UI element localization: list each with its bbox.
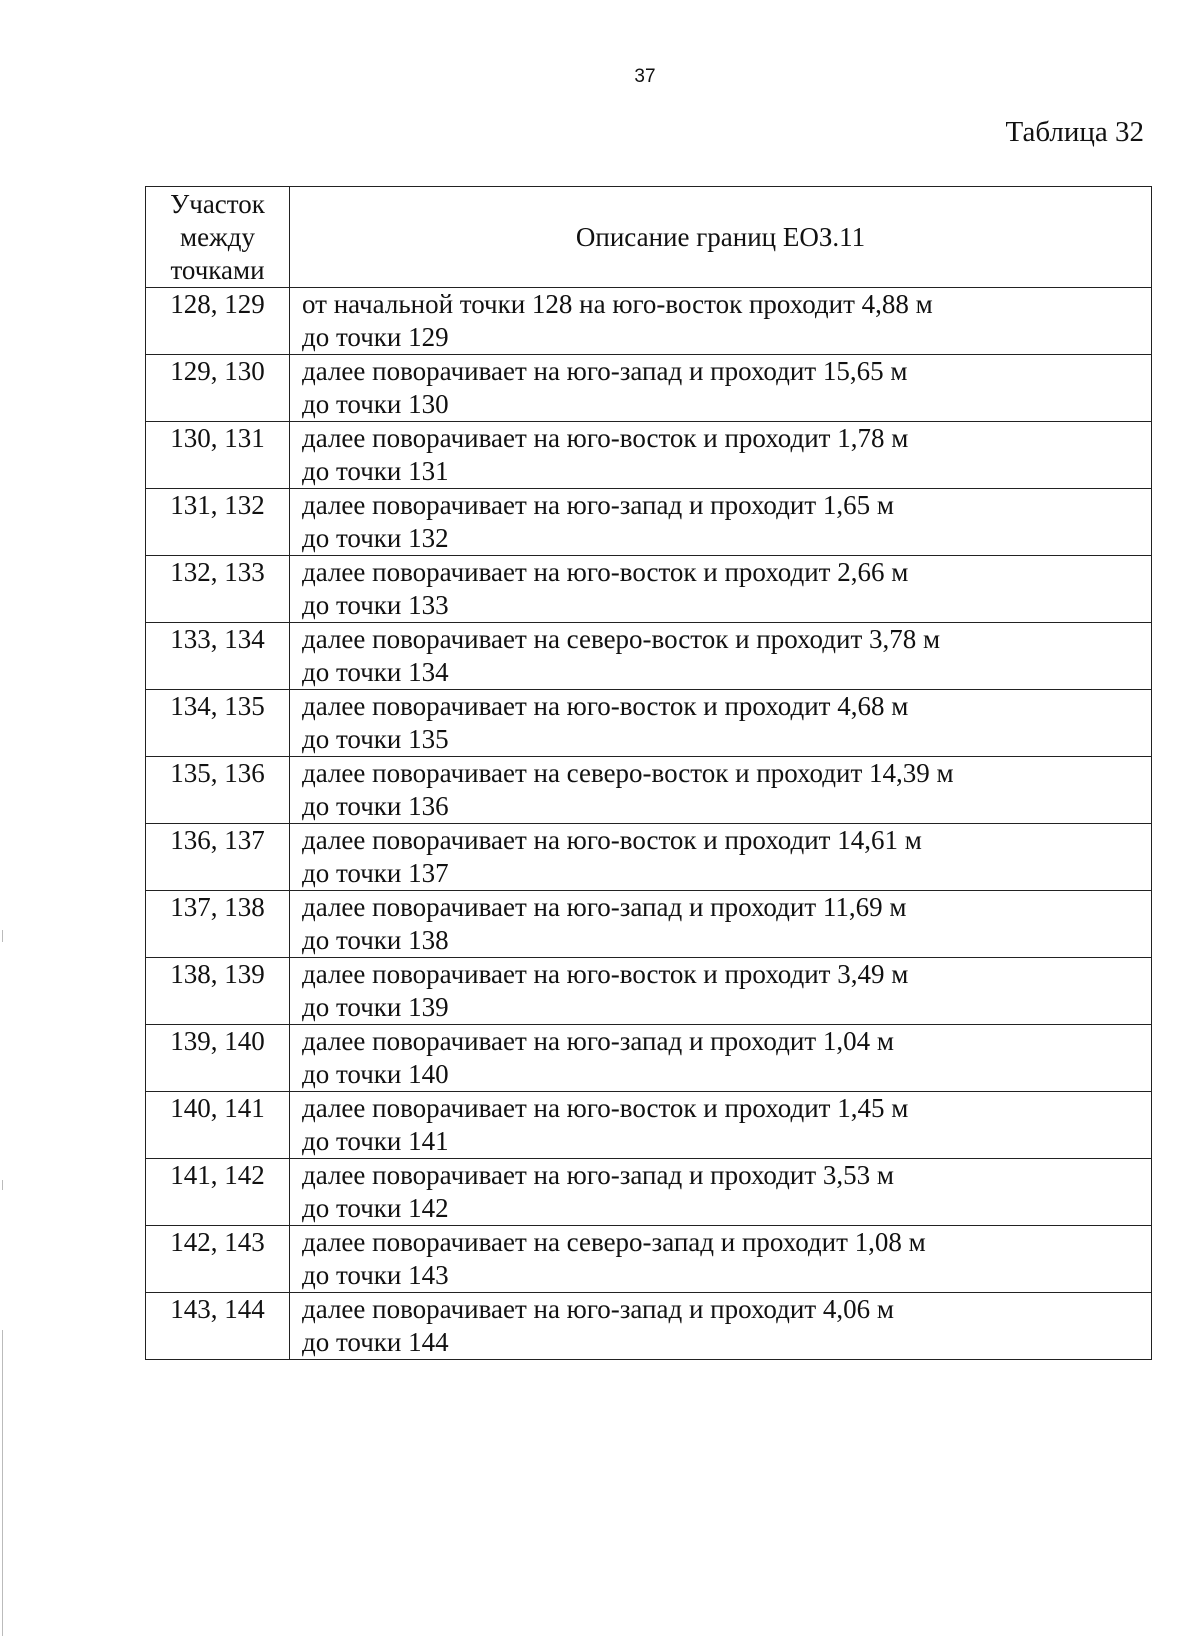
description-cell — [290, 757, 1152, 824]
description-cell — [290, 422, 1152, 489]
description-line: далее поворачивает на юго-восток и проходит 14,61 м — [302, 825, 922, 855]
description-cell — [290, 1226, 1152, 1293]
description-line: далее поворачивает на юго-запад и проходит 11,69 м — [302, 892, 907, 922]
segment-cell: 133, 134 — [146, 623, 290, 690]
description-line: до точки 141 — [302, 1126, 449, 1156]
segment-cell: 128, 129 — [146, 288, 290, 355]
segment-cell: 140, 141 — [146, 1092, 290, 1159]
boundary-description-table — [145, 186, 1152, 1360]
description-line: до точки 132 — [302, 523, 449, 553]
segment-cell: 139, 140 — [146, 1025, 290, 1092]
description-line: далее поворачивает на юго-запад и проходит 1,04 м — [302, 1026, 894, 1056]
description-line: до точки 142 — [302, 1193, 449, 1223]
segment-cell: 132, 133 — [146, 556, 290, 623]
table-row — [146, 958, 1152, 1025]
table-row — [146, 690, 1152, 757]
description-line: до точки 135 — [302, 724, 449, 754]
description-line: далее поворачивает на юго-запад и проходит 15,65 м — [302, 356, 908, 386]
description-line: до точки 133 — [302, 590, 449, 620]
table-row — [146, 1293, 1152, 1360]
header-description: Описание границ ЕОЗ.11 — [290, 187, 1152, 288]
table-row — [146, 1025, 1152, 1092]
segment-cell: 142, 143 — [146, 1226, 290, 1293]
description-cell — [290, 824, 1152, 891]
table-header-row — [146, 187, 1152, 288]
table-row — [146, 489, 1152, 556]
table-body — [146, 288, 1152, 1360]
segment-cell: 137, 138 — [146, 891, 290, 958]
table-row — [146, 556, 1152, 623]
description-line: далее поворачивает на юго-восток и проходит 2,66 м — [302, 557, 909, 587]
description-line: далее поворачивает на юго-восток и проходит 1,78 м — [302, 423, 909, 453]
description-line: до точки 130 — [302, 389, 449, 419]
table-row — [146, 891, 1152, 958]
table-row — [146, 422, 1152, 489]
page-number: 37 — [634, 66, 656, 87]
description-line: от начальной точки 128 на юго-восток проходит 4,88 м — [302, 289, 933, 319]
description-line: далее поворачивает на юго-запад и проходит 4,06 м — [302, 1294, 894, 1324]
segment-cell: 143, 144 — [146, 1293, 290, 1360]
description-cell — [290, 891, 1152, 958]
description-cell — [290, 690, 1152, 757]
table-row — [146, 1226, 1152, 1293]
table-row — [146, 824, 1152, 891]
segment-cell: 130, 131 — [146, 422, 290, 489]
table-caption: Таблица 32 — [1005, 116, 1144, 148]
description-line: далее поворачивает на юго-запад и проходит 1,65 м — [302, 490, 894, 520]
description-cell — [290, 556, 1152, 623]
description-line: до точки 136 — [302, 791, 449, 821]
segment-cell: 134, 135 — [146, 690, 290, 757]
scan-mark — [2, 930, 3, 942]
description-line: далее поворачивает на северо-запад и проходит 1,08 м — [302, 1227, 926, 1257]
header-segment-line: между — [180, 221, 255, 252]
table-row — [146, 1159, 1152, 1226]
description-line: до точки 137 — [302, 858, 449, 888]
description-cell — [290, 489, 1152, 556]
description-line: далее поворачивает на северо-восток и проходит 14,39 м — [302, 758, 954, 788]
scan-mark — [2, 1180, 3, 1190]
description-line: до точки 144 — [302, 1327, 449, 1357]
description-line: далее поворачивает на юго-восток и проходит 4,68 м — [302, 691, 909, 721]
header-segment-line: Участок — [170, 188, 265, 219]
segment-cell: 135, 136 — [146, 757, 290, 824]
scan-edge-line — [2, 1330, 3, 1636]
header-segment — [146, 187, 290, 288]
description-line: до точки 139 — [302, 992, 449, 1022]
description-cell — [290, 288, 1152, 355]
description-cell — [290, 1092, 1152, 1159]
description-line: до точки 140 — [302, 1059, 449, 1089]
description-cell — [290, 1159, 1152, 1226]
table-row — [146, 757, 1152, 824]
description-cell — [290, 958, 1152, 1025]
description-line: далее поворачивает на северо-восток и проходит 3,78 м — [302, 624, 941, 654]
segment-cell: 129, 130 — [146, 355, 290, 422]
segment-cell: 138, 139 — [146, 958, 290, 1025]
table-row — [146, 288, 1152, 355]
description-line: далее поворачивает на юго-запад и проходит 3,53 м — [302, 1160, 894, 1190]
description-line: до точки 131 — [302, 456, 449, 486]
table-row — [146, 1092, 1152, 1159]
segment-cell: 141, 142 — [146, 1159, 290, 1226]
table-row — [146, 355, 1152, 422]
description-cell — [290, 1025, 1152, 1092]
segment-cell: 131, 132 — [146, 489, 290, 556]
header-segment-line: точками — [170, 254, 265, 285]
description-line: до точки 129 — [302, 322, 449, 352]
table-row — [146, 623, 1152, 690]
segment-cell: 136, 137 — [146, 824, 290, 891]
description-line: далее поворачивает на юго-восток и проходит 1,45 м — [302, 1093, 909, 1123]
description-cell — [290, 1293, 1152, 1360]
description-line: до точки 143 — [302, 1260, 449, 1290]
description-cell — [290, 623, 1152, 690]
description-cell — [290, 355, 1152, 422]
description-line: далее поворачивает на юго-восток и проходит 3,49 м — [302, 959, 909, 989]
description-line: до точки 138 — [302, 925, 449, 955]
description-line: до точки 134 — [302, 657, 449, 687]
